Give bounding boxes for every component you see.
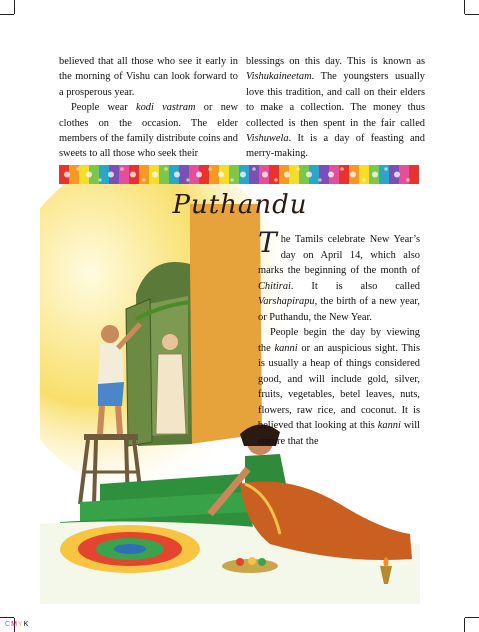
woman-in-door-head	[162, 334, 178, 350]
italic-term: Vishuwela	[246, 133, 289, 145]
right-para-1	[246, 54, 425, 162]
text-run: People begin the day by viewing the	[258, 327, 420, 354]
kolam-rangoli	[60, 525, 200, 573]
text-run: . The youngsters usually love this tradition, and call on their elders to make a collection. The money thus collected is then spent in the fair called	[246, 71, 425, 129]
italic-term: kanni	[377, 420, 401, 431]
italic-term: Vishukaineetam	[246, 71, 312, 83]
text-run: . It is a day of feasting and merry-making.	[246, 133, 425, 160]
right-column	[246, 54, 425, 162]
text-run: or new clothes on the occasion. The elder members of the family distribute coins and sweets to all those who seek their	[59, 102, 238, 160]
puthandu-para-2	[258, 325, 420, 449]
italic-term: Chitirai	[258, 280, 291, 292]
floral-pattern-icon	[59, 165, 419, 184]
italic-term: kodi vastram	[135, 102, 196, 114]
left-para-1: believed that all those who see it early in the morning of Vishu can look forward to a prosperous year.	[59, 56, 238, 98]
cmyk-c: C	[5, 621, 12, 628]
crop-mark-bottom-right	[464, 618, 479, 632]
cmyk-m: M	[11, 621, 18, 628]
text-run: blessings on this day. This is known as	[246, 56, 425, 67]
crop-mark-top-right	[464, 0, 479, 14]
offering-item	[258, 558, 266, 566]
puthandu-para-1	[258, 226, 420, 325]
cmyk-k: K	[23, 621, 30, 628]
boy-head	[101, 325, 119, 343]
crop-mark-top-left	[0, 0, 15, 14]
offering-item	[248, 557, 256, 565]
cmyk-print-mark	[5, 621, 29, 628]
crop-mark-bottom-right-h	[465, 617, 479, 618]
text-run: or an auspicious sight. This is usually a heap of things considered good, and will include gold, silver, fruits, vegetables, betel leaves, nuts, flowers, raw rice, and coconut. It is believed that looking at this	[258, 342, 420, 431]
italic-term: Varshapirapu	[258, 296, 315, 307]
boy-shorts	[98, 382, 124, 406]
section-title: Puthandu	[172, 190, 308, 220]
text-run: People wear	[71, 102, 136, 114]
lamp-flame-icon	[384, 557, 389, 567]
left-para-2	[59, 100, 238, 162]
cmyk-y: Y	[17, 621, 24, 628]
italic-term: kanni	[274, 342, 298, 354]
text-run: will ensure that the	[258, 420, 421, 447]
crop-mark-top-right-h	[465, 14, 479, 15]
text-run: , the birth of a new year, or Puthandu, the New Year.	[258, 296, 420, 323]
crop-mark-bottom-left-h	[0, 617, 14, 618]
offering-item	[236, 558, 244, 566]
decorative-band	[59, 165, 419, 184]
crop-mark-top-left-h	[0, 14, 14, 15]
woman-blouse	[245, 454, 286, 486]
drop-cap: T	[258, 226, 277, 259]
woman-in-door-body	[156, 354, 186, 434]
text-run: he Tamils celebrate New Year’s day on April 14, which also marks the beginning of the month of	[258, 234, 420, 276]
puthandu-text	[258, 226, 421, 449]
door-leaf	[126, 299, 152, 446]
house-wall	[190, 204, 262, 444]
left-column	[59, 54, 238, 162]
text-run: . It is also called	[290, 280, 420, 292]
stool-top	[84, 434, 138, 440]
